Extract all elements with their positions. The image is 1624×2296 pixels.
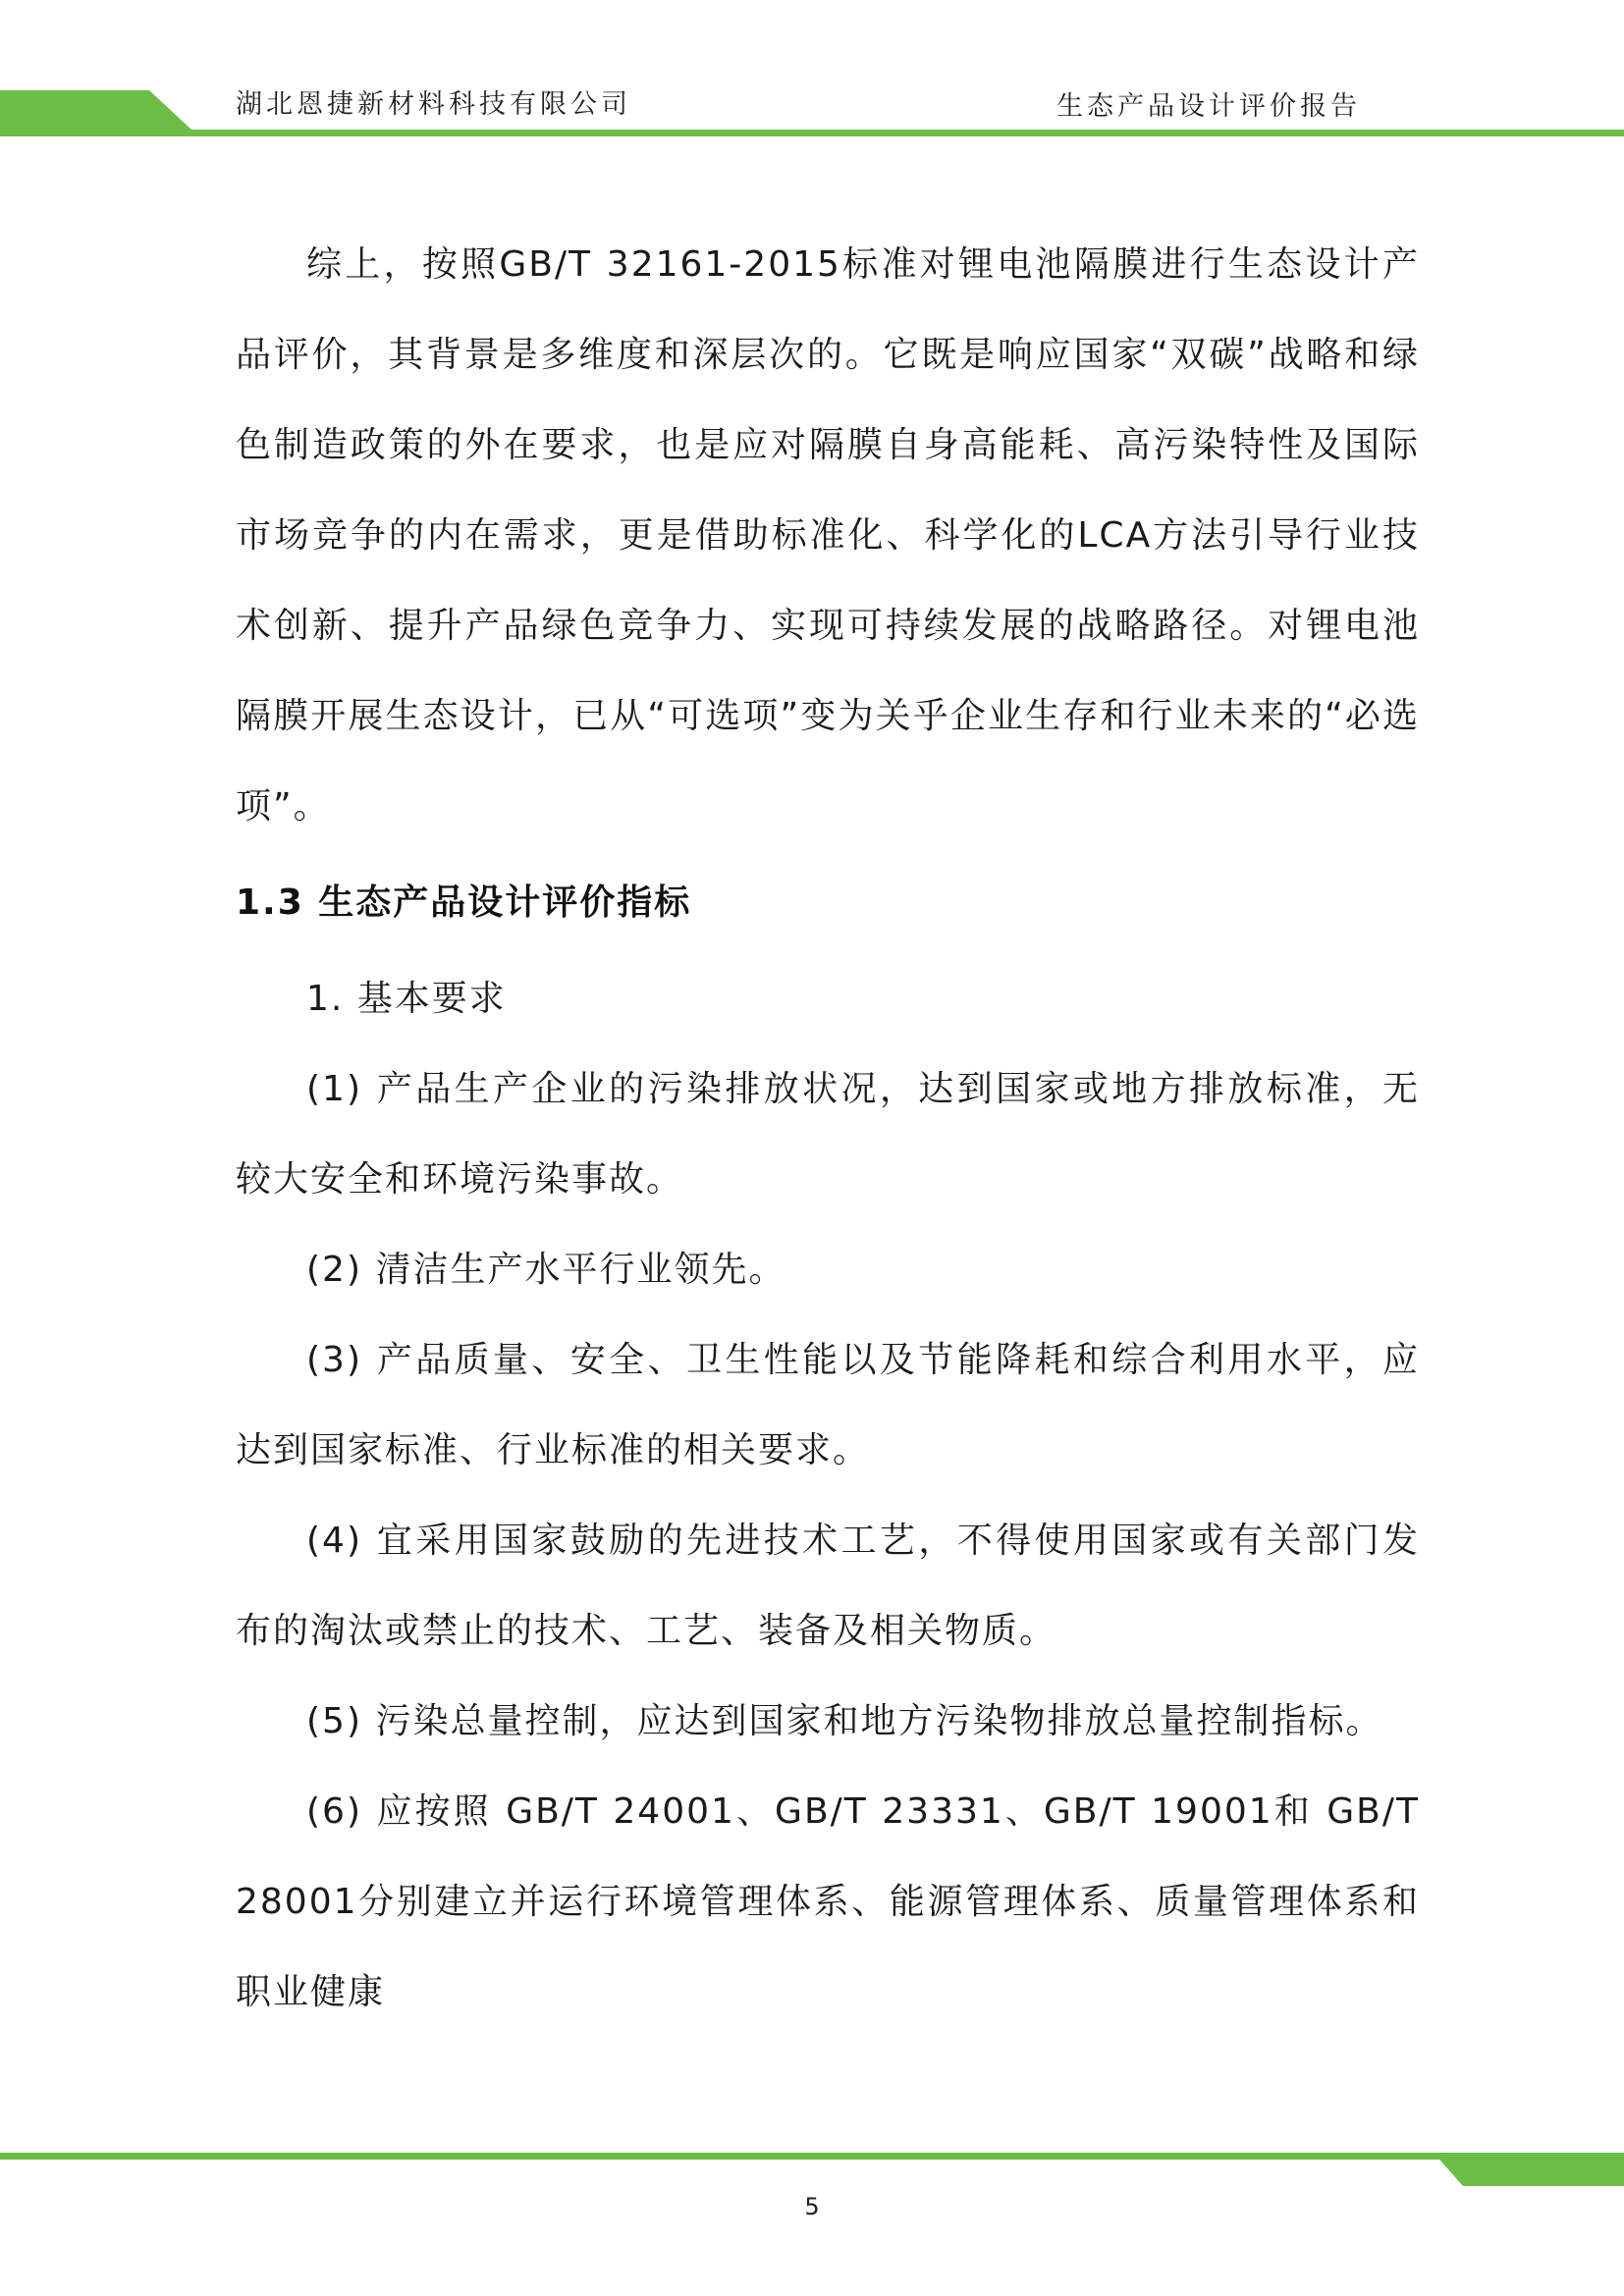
requirement-item: (2) 清洁生产水平行业领先。: [306, 1250, 786, 1290]
section-heading: 1.3 生态产品设计评价指标: [236, 882, 692, 923]
page-header: [0, 0, 1624, 142]
header-green-line: [0, 130, 1624, 136]
subheading-basic-requirements: 1. 基本要求: [306, 979, 507, 1019]
footer-green-line: [0, 2153, 1624, 2160]
header-company-name: 湖北恩捷新材料科技有限公司: [236, 89, 631, 120]
requirement-item: (4) 宜采用国家鼓励的先进技术工艺，不得使用国家或有关部门发布的淘汰或禁止的技术、工艺、装备及相关物质。: [236, 1521, 1420, 1651]
header-report-title: 生态产品设计评价报告: [1056, 91, 1361, 122]
footer-green-band: [0, 2140, 1624, 2189]
intro-paragraph: 综上，按照GB/T 32161-2015标准对锂电池隔膜进行生态设计产品评价，其背景是多维度和深层次的。它既是响应国家“双碳”战略和绿色制造政策的外在要求，也是应对隔膜自身高能耗、高污染特性及国际市场竞争的内在需求，更是借助标准化、科学化的LCA方法引导行业技术创新、提升产品绿色竞争力、实现可持续发展的战略路径。对锂电池隔膜开展生态设计，已从“可选项”变为关乎企业生存和行业未来的“必选项”。: [236, 244, 1420, 827]
header-green-tab: [0, 90, 191, 130]
document-body: [236, 220, 1420, 2038]
requirement-item: (1) 产品生产企业的污染排放状况，达到国家或地方排放标准，无较大安全和环境污染事故。: [236, 1069, 1420, 1200]
header-green-band: [0, 0, 1624, 142]
requirement-item: (6) 应按照 GB/T 24001、GB/T 23331、GB/T 19001和 GB/T 28001分别建立并运行环境管理体系、能源管理体系、质量管理体系和职业健康: [236, 1791, 1420, 2012]
requirement-item: (5) 污染总量控制，应达到国家和地方污染物排放总量控制指标。: [306, 1701, 1383, 1741]
footer-green-tab: [1434, 2153, 1624, 2186]
requirement-item: (3) 产品质量、安全、卫生性能以及节能降耗和综合利用水平，应达到国家标准、行业标准的相关要求。: [236, 1340, 1420, 1470]
page-number: 5: [804, 2193, 820, 2220]
